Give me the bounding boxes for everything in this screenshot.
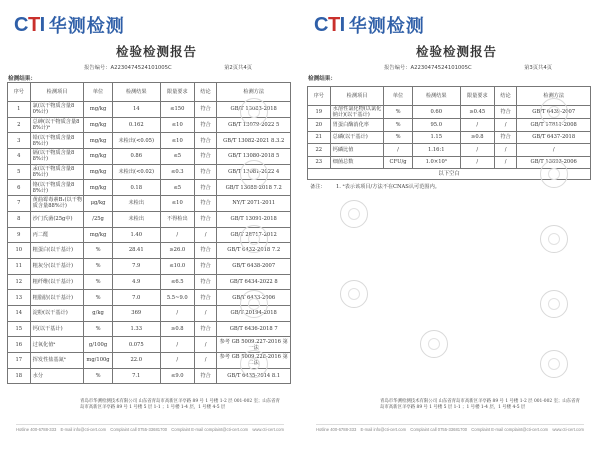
cell-seq: 22 bbox=[308, 144, 331, 157]
cell-seq: 20 bbox=[308, 119, 331, 132]
report-no-label: 报告编号： bbox=[84, 65, 111, 71]
blank-below-note: 以下空白 bbox=[308, 169, 591, 180]
cell-verdict: 符合 bbox=[194, 149, 217, 165]
cell-limit: 5.5~9.0 bbox=[160, 290, 194, 306]
cell-item: 总砷(以干物质含量88%计)ᵃ bbox=[30, 117, 84, 133]
cell-verdict: 符合 bbox=[194, 274, 217, 290]
cell-item: 胃蛋白酶消化率 bbox=[330, 119, 384, 132]
column-header-seq: 序号 bbox=[8, 83, 31, 102]
table-row bbox=[8, 211, 291, 227]
notes-label: 备注： bbox=[310, 184, 326, 190]
cell-method: GB/T 6437-2018 bbox=[517, 131, 591, 144]
lab-address: 青岛市华测检测技术有限公司 山东省青岛市高新区羊亭路 89 号 1 号楼 1-2 层 001-002 室；山东省青岛市高新区羊亭路 89 号 1 号楼 5 层 1-1 ；1 号楼 1-4 层，1 号楼 4-5 层 bbox=[80, 399, 280, 410]
cell-seq: 4 bbox=[8, 149, 31, 165]
complaint-email: Complaint E-mail complaint@cti-cert.com bbox=[471, 427, 549, 432]
cell-seq: 13 bbox=[8, 290, 31, 306]
cell-limit: ≤5 bbox=[160, 149, 194, 165]
cell-limit: ≥0.8 bbox=[160, 321, 194, 337]
document-title: 检验检测报告 bbox=[416, 44, 498, 59]
cell-result: 369 bbox=[112, 305, 160, 321]
complaint-email: Complaint E-mail complaint@cti-cert.com bbox=[171, 427, 249, 432]
cell-unit: % bbox=[384, 131, 412, 144]
cti-logo: CTI 华测检测 bbox=[314, 13, 425, 37]
cell-seq: 17 bbox=[8, 353, 31, 369]
column-header-limit: 限量要求 bbox=[460, 87, 494, 106]
cell-seq: 14 bbox=[8, 305, 31, 321]
table-row bbox=[8, 321, 291, 337]
report-no: A2230474524101005C bbox=[410, 65, 472, 71]
cell-result: 0.86 bbox=[112, 149, 160, 165]
cell-verdict: 符合 bbox=[194, 180, 217, 196]
cell-limit: ≥26.0 bbox=[160, 243, 194, 259]
cell-verdict: 符合 bbox=[194, 321, 217, 337]
cell-method: GB/T 6435-2014 8.1 bbox=[217, 368, 291, 384]
cell-unit: μg/kg bbox=[84, 196, 112, 212]
report-no-label: 报告编号： bbox=[384, 65, 411, 71]
cell-unit: mg/kg bbox=[84, 227, 112, 243]
cell-limit: ≥0.8 bbox=[460, 131, 494, 144]
column-header-unit: 单位 bbox=[84, 83, 112, 102]
cell-seq: 1 bbox=[8, 102, 31, 118]
cell-seq: 23 bbox=[308, 156, 331, 169]
cell-method: / bbox=[517, 144, 591, 157]
cell-seq: 5 bbox=[8, 164, 31, 180]
cell-item: 粗灰分(以干基计) bbox=[30, 258, 84, 274]
cell-method: 参考 GB 5009.228-2016 第二法 bbox=[217, 353, 291, 369]
column-header-item: 检测项目 bbox=[30, 83, 84, 102]
cell-unit: CFU/g bbox=[384, 156, 412, 169]
cell-item: 粗纤维(以干基计) bbox=[30, 274, 84, 290]
cell-limit: ≤150 bbox=[160, 102, 194, 118]
cell-limit: ≤6.5 bbox=[160, 274, 194, 290]
cell-method: GB/T 13079-2022 5 bbox=[217, 117, 291, 133]
cell-limit: ≤10.0 bbox=[160, 258, 194, 274]
cell-unit: % bbox=[84, 290, 112, 306]
lab-address: 青岛市华测检测技术有限公司 山东省青岛市高新区羊亭路 89 号 1 号楼 1-2 层 001-002 室；山东省青岛市高新区羊亭路 89 号 1 号楼 5 层 1-1 ；1 号楼 1-4 层，1 号楼 4-5 层 bbox=[380, 399, 580, 410]
cell-limit: ≤10 bbox=[160, 196, 194, 212]
cell-verdict: 符合 bbox=[194, 243, 217, 259]
cell-verdict: / bbox=[494, 119, 517, 132]
column-header-method: 检测方法 bbox=[517, 87, 591, 106]
column-header-unit: 单位 bbox=[384, 87, 412, 106]
cell-item: 粗蛋白(以干基计) bbox=[30, 243, 84, 259]
cell-verdict: / bbox=[494, 144, 517, 157]
column-header-result: 检测结果 bbox=[112, 83, 160, 102]
cell-result: 1.40 bbox=[112, 227, 160, 243]
cell-unit: mg/kg bbox=[84, 149, 112, 165]
cell-seq: 3 bbox=[8, 133, 31, 149]
report-meta bbox=[20, 63, 282, 71]
notes bbox=[310, 183, 440, 190]
table-row bbox=[8, 258, 291, 274]
cell-verdict: 符合 bbox=[194, 196, 217, 212]
cell-result: 7.1 bbox=[112, 368, 160, 384]
cell-method: GB/T 6439-2007 bbox=[517, 106, 591, 119]
watermark-seal bbox=[240, 350, 268, 378]
company-name: 华测检测 bbox=[48, 16, 125, 37]
cell-method: GB/T 13080-2018 5 bbox=[217, 149, 291, 165]
report-no: A2230474524101005C bbox=[110, 65, 172, 71]
cell-result: 28.41 bbox=[112, 243, 160, 259]
cell-seq: 21 bbox=[308, 131, 331, 144]
cell-method: NY/T 2071-2011 bbox=[217, 196, 291, 212]
hotline: Hotline 400-6788-333 bbox=[16, 427, 57, 432]
column-header-seq: 序号 bbox=[308, 87, 331, 106]
cell-limit: / bbox=[160, 337, 194, 353]
cell-result: 0.60 bbox=[412, 106, 460, 119]
cell-seq: 12 bbox=[8, 274, 31, 290]
column-header-method: 检测方法 bbox=[217, 83, 291, 102]
watermark-seal bbox=[540, 98, 568, 126]
cell-verdict: 符合 bbox=[194, 211, 217, 227]
cell-verdict: 符合 bbox=[494, 131, 517, 144]
cell-result: 4.9 bbox=[112, 274, 160, 290]
cell-limit: ≤10 bbox=[160, 117, 194, 133]
cell-result: 95.0 bbox=[412, 119, 460, 132]
cell-item: 沙门氏菌(25g中) bbox=[30, 211, 84, 227]
cell-method: 参考 GB 5009.227-2016 第一法 bbox=[217, 337, 291, 353]
cell-verdict: / bbox=[194, 353, 217, 369]
cell-item: 细菌总数 bbox=[330, 156, 384, 169]
cell-verdict: 符合 bbox=[494, 106, 517, 119]
page-footer bbox=[16, 424, 284, 432]
cell-method: GB/T 6434-2022 8 bbox=[217, 274, 291, 290]
cell-limit: / bbox=[160, 227, 194, 243]
cell-seq: 18 bbox=[8, 368, 31, 384]
cell-item: 水溶性氯化物(以氯化钠计)(以干基计) bbox=[330, 106, 384, 119]
cell-unit: mg/kg bbox=[84, 180, 112, 196]
cell-unit: /25g bbox=[84, 211, 112, 227]
cell-limit: ≤0.3 bbox=[160, 164, 194, 180]
complaint-phone: Complaint call 0755-33681700 bbox=[410, 427, 468, 432]
document-title: 检验检测报告 bbox=[116, 44, 198, 59]
cell-result: 7.9 bbox=[112, 258, 160, 274]
cell-unit: mg/kg bbox=[84, 117, 112, 133]
table-row bbox=[8, 196, 291, 212]
cell-result: 1.33 bbox=[112, 321, 160, 337]
cell-seq: 19 bbox=[308, 106, 331, 119]
cell-verdict: / bbox=[494, 156, 517, 169]
cell-seq: 7 bbox=[8, 196, 31, 212]
cell-item: 黄曲霉毒素B₁(以干物质含量88%计) bbox=[30, 196, 84, 212]
cell-item: 水分 bbox=[30, 368, 84, 384]
website: www.cti-cert.com bbox=[552, 427, 584, 432]
cell-verdict: 符合 bbox=[194, 368, 217, 384]
cell-verdict: 符合 bbox=[194, 164, 217, 180]
page-number: 第3页共4页 bbox=[524, 65, 552, 71]
email: E-mail info@cti-cert.com bbox=[360, 427, 407, 432]
watermark-seal bbox=[540, 160, 568, 188]
cell-unit: % bbox=[84, 243, 112, 259]
page-footer bbox=[316, 424, 584, 432]
watermark-seal bbox=[540, 225, 568, 253]
cell-method: GB/T 13088-2018 7.2 bbox=[217, 180, 291, 196]
cell-item: 钙磷比值 bbox=[330, 144, 384, 157]
cell-method: GB/T 13082-2021 8.3.2 bbox=[217, 133, 291, 149]
cell-result: 0.162 bbox=[112, 117, 160, 133]
cell-result: 未检出(<0.02) bbox=[112, 164, 160, 180]
cell-verdict: 符合 bbox=[194, 117, 217, 133]
cell-seq: 8 bbox=[8, 211, 31, 227]
watermark-seal bbox=[240, 225, 268, 253]
cell-item: 氯(以干物质含量80%计) bbox=[30, 102, 84, 118]
cell-result: 未检出 bbox=[112, 196, 160, 212]
cell-result: 1.0×10³ bbox=[412, 156, 460, 169]
cell-verdict: / bbox=[194, 337, 217, 353]
cell-item: 过氧化值ᵃ bbox=[30, 337, 84, 353]
cell-unit: % bbox=[384, 106, 412, 119]
table-row bbox=[308, 131, 591, 144]
cell-method: GB/T 6432-2018 7.2 bbox=[217, 243, 291, 259]
cell-verdict: / bbox=[194, 305, 217, 321]
cell-method: GB/T 6438-2007 bbox=[217, 258, 291, 274]
cell-unit: mg/kg bbox=[84, 102, 112, 118]
cell-result: 0.18 bbox=[112, 180, 160, 196]
cell-item: 粗脂肪(以干基计) bbox=[30, 290, 84, 306]
cell-result: 0.075 bbox=[112, 337, 160, 353]
cell-result: 14 bbox=[112, 102, 160, 118]
cell-result: 未检出 bbox=[112, 211, 160, 227]
complaint-phone: Complaint call 0755-33681700 bbox=[110, 427, 168, 432]
results-heading: 检测结果： bbox=[8, 76, 36, 82]
cell-limit: / bbox=[460, 119, 494, 132]
cell-seq: 10 bbox=[8, 243, 31, 259]
column-header-verdict: 结论 bbox=[194, 83, 217, 102]
cell-limit: / bbox=[160, 353, 194, 369]
cell-item: 丙二醛 bbox=[30, 227, 84, 243]
table-row bbox=[8, 133, 291, 149]
cell-limit: ≤5 bbox=[160, 180, 194, 196]
cell-seq: 16 bbox=[8, 337, 31, 353]
cell-verdict: / bbox=[194, 227, 217, 243]
cell-method: GB/T 6436-2018 7 bbox=[217, 321, 291, 337]
cell-method: GB/T 13083-2018 bbox=[217, 102, 291, 118]
cell-unit: mg/100g bbox=[84, 353, 112, 369]
cell-unit: g/100g bbox=[84, 337, 112, 353]
table-row bbox=[308, 144, 591, 157]
cell-method: GB/T 13093-2006 bbox=[517, 156, 591, 169]
cell-unit: g/kg bbox=[84, 305, 112, 321]
watermark-seal bbox=[540, 290, 568, 318]
cell-item: 总磷(以干基计) bbox=[330, 131, 384, 144]
cell-verdict: 符合 bbox=[194, 102, 217, 118]
cell-verdict: 符合 bbox=[194, 258, 217, 274]
column-header-limit: 限量要求 bbox=[160, 83, 194, 102]
cell-result: 未检出(<0.05) bbox=[112, 133, 160, 149]
report-meta bbox=[320, 63, 582, 71]
cell-unit: mg/kg bbox=[84, 164, 112, 180]
cell-item: 淀粉(以干基计) bbox=[30, 305, 84, 321]
cell-verdict: 符合 bbox=[194, 133, 217, 149]
hotline: Hotline 400-6788-333 bbox=[316, 427, 357, 432]
cell-unit: mg/kg bbox=[84, 133, 112, 149]
cell-method: GB/T 6433-2006 bbox=[217, 290, 291, 306]
cell-limit: ≤10 bbox=[160, 133, 194, 149]
cell-item: 汞(以干物质含量88%计) bbox=[30, 164, 84, 180]
cell-unit: % bbox=[84, 321, 112, 337]
cell-seq: 2 bbox=[8, 117, 31, 133]
column-header-result: 检测结果 bbox=[412, 87, 460, 106]
cell-result: 22.0 bbox=[112, 353, 160, 369]
cell-unit: / bbox=[384, 144, 412, 157]
cell-item: 钙(以干基计) bbox=[30, 321, 84, 337]
cti-logo: CTI 华测检测 bbox=[14, 13, 125, 37]
cell-limit: 不得检出 bbox=[160, 211, 194, 227]
watermark-seal bbox=[540, 350, 568, 378]
watermark-seal bbox=[240, 290, 268, 318]
cell-verdict: 符合 bbox=[194, 290, 217, 306]
results-heading: 检测结果： bbox=[308, 76, 336, 82]
cell-unit: % bbox=[384, 119, 412, 132]
table-row bbox=[8, 274, 291, 290]
cell-unit: % bbox=[84, 274, 112, 290]
cell-limit: ≤9.0 bbox=[160, 368, 194, 384]
cell-item: 挥发性盐基氮ᵃ bbox=[30, 353, 84, 369]
cell-limit: / bbox=[460, 144, 494, 157]
cell-limit: / bbox=[160, 305, 194, 321]
cell-limit: / bbox=[460, 156, 494, 169]
cell-item: 镉(以干物质含量88%计) bbox=[30, 149, 84, 165]
cell-method: GB/T 13091-2018 bbox=[217, 211, 291, 227]
cell-result: 1.15 bbox=[412, 131, 460, 144]
watermark-seal bbox=[420, 330, 448, 358]
page-number: 第2页共4页 bbox=[224, 65, 252, 71]
cell-limit: ≥0.45 bbox=[460, 106, 494, 119]
cell-unit: % bbox=[84, 258, 112, 274]
cell-result: 7.0 bbox=[112, 290, 160, 306]
watermark-seal bbox=[240, 160, 268, 188]
cell-method: GB/T 17811-2008 bbox=[517, 119, 591, 132]
report-page-3 bbox=[300, 0, 600, 450]
email: E-mail info@cti-cert.com bbox=[60, 427, 107, 432]
cell-seq: 15 bbox=[8, 321, 31, 337]
cell-result: 1.16:1 bbox=[412, 144, 460, 157]
cell-item: 铅(以干物质含量88%计) bbox=[30, 133, 84, 149]
cell-method: GB/T 20194-2018 bbox=[217, 305, 291, 321]
cell-seq: 11 bbox=[8, 258, 31, 274]
notes-text: 1. ᵃ表示该项目/方法不在CNAS认可范围内。 bbox=[336, 184, 440, 190]
cell-method: GB/T 13081-2022 4 bbox=[217, 164, 291, 180]
website: www.cti-cert.com bbox=[252, 427, 284, 432]
watermark-seal bbox=[240, 98, 268, 126]
company-name: 华测检测 bbox=[348, 16, 425, 37]
cell-unit: % bbox=[84, 368, 112, 384]
column-header-item: 检测项目 bbox=[330, 87, 384, 106]
cell-seq: 6 bbox=[8, 180, 31, 196]
cell-method: GB/T 28717-2012 bbox=[217, 227, 291, 243]
cell-seq: 9 bbox=[8, 227, 31, 243]
watermark-seal bbox=[340, 280, 368, 308]
cell-item: 铬(以干物质含量88%计) bbox=[30, 180, 84, 196]
column-header-verdict: 结论 bbox=[494, 87, 517, 106]
watermark-seal bbox=[340, 200, 368, 228]
